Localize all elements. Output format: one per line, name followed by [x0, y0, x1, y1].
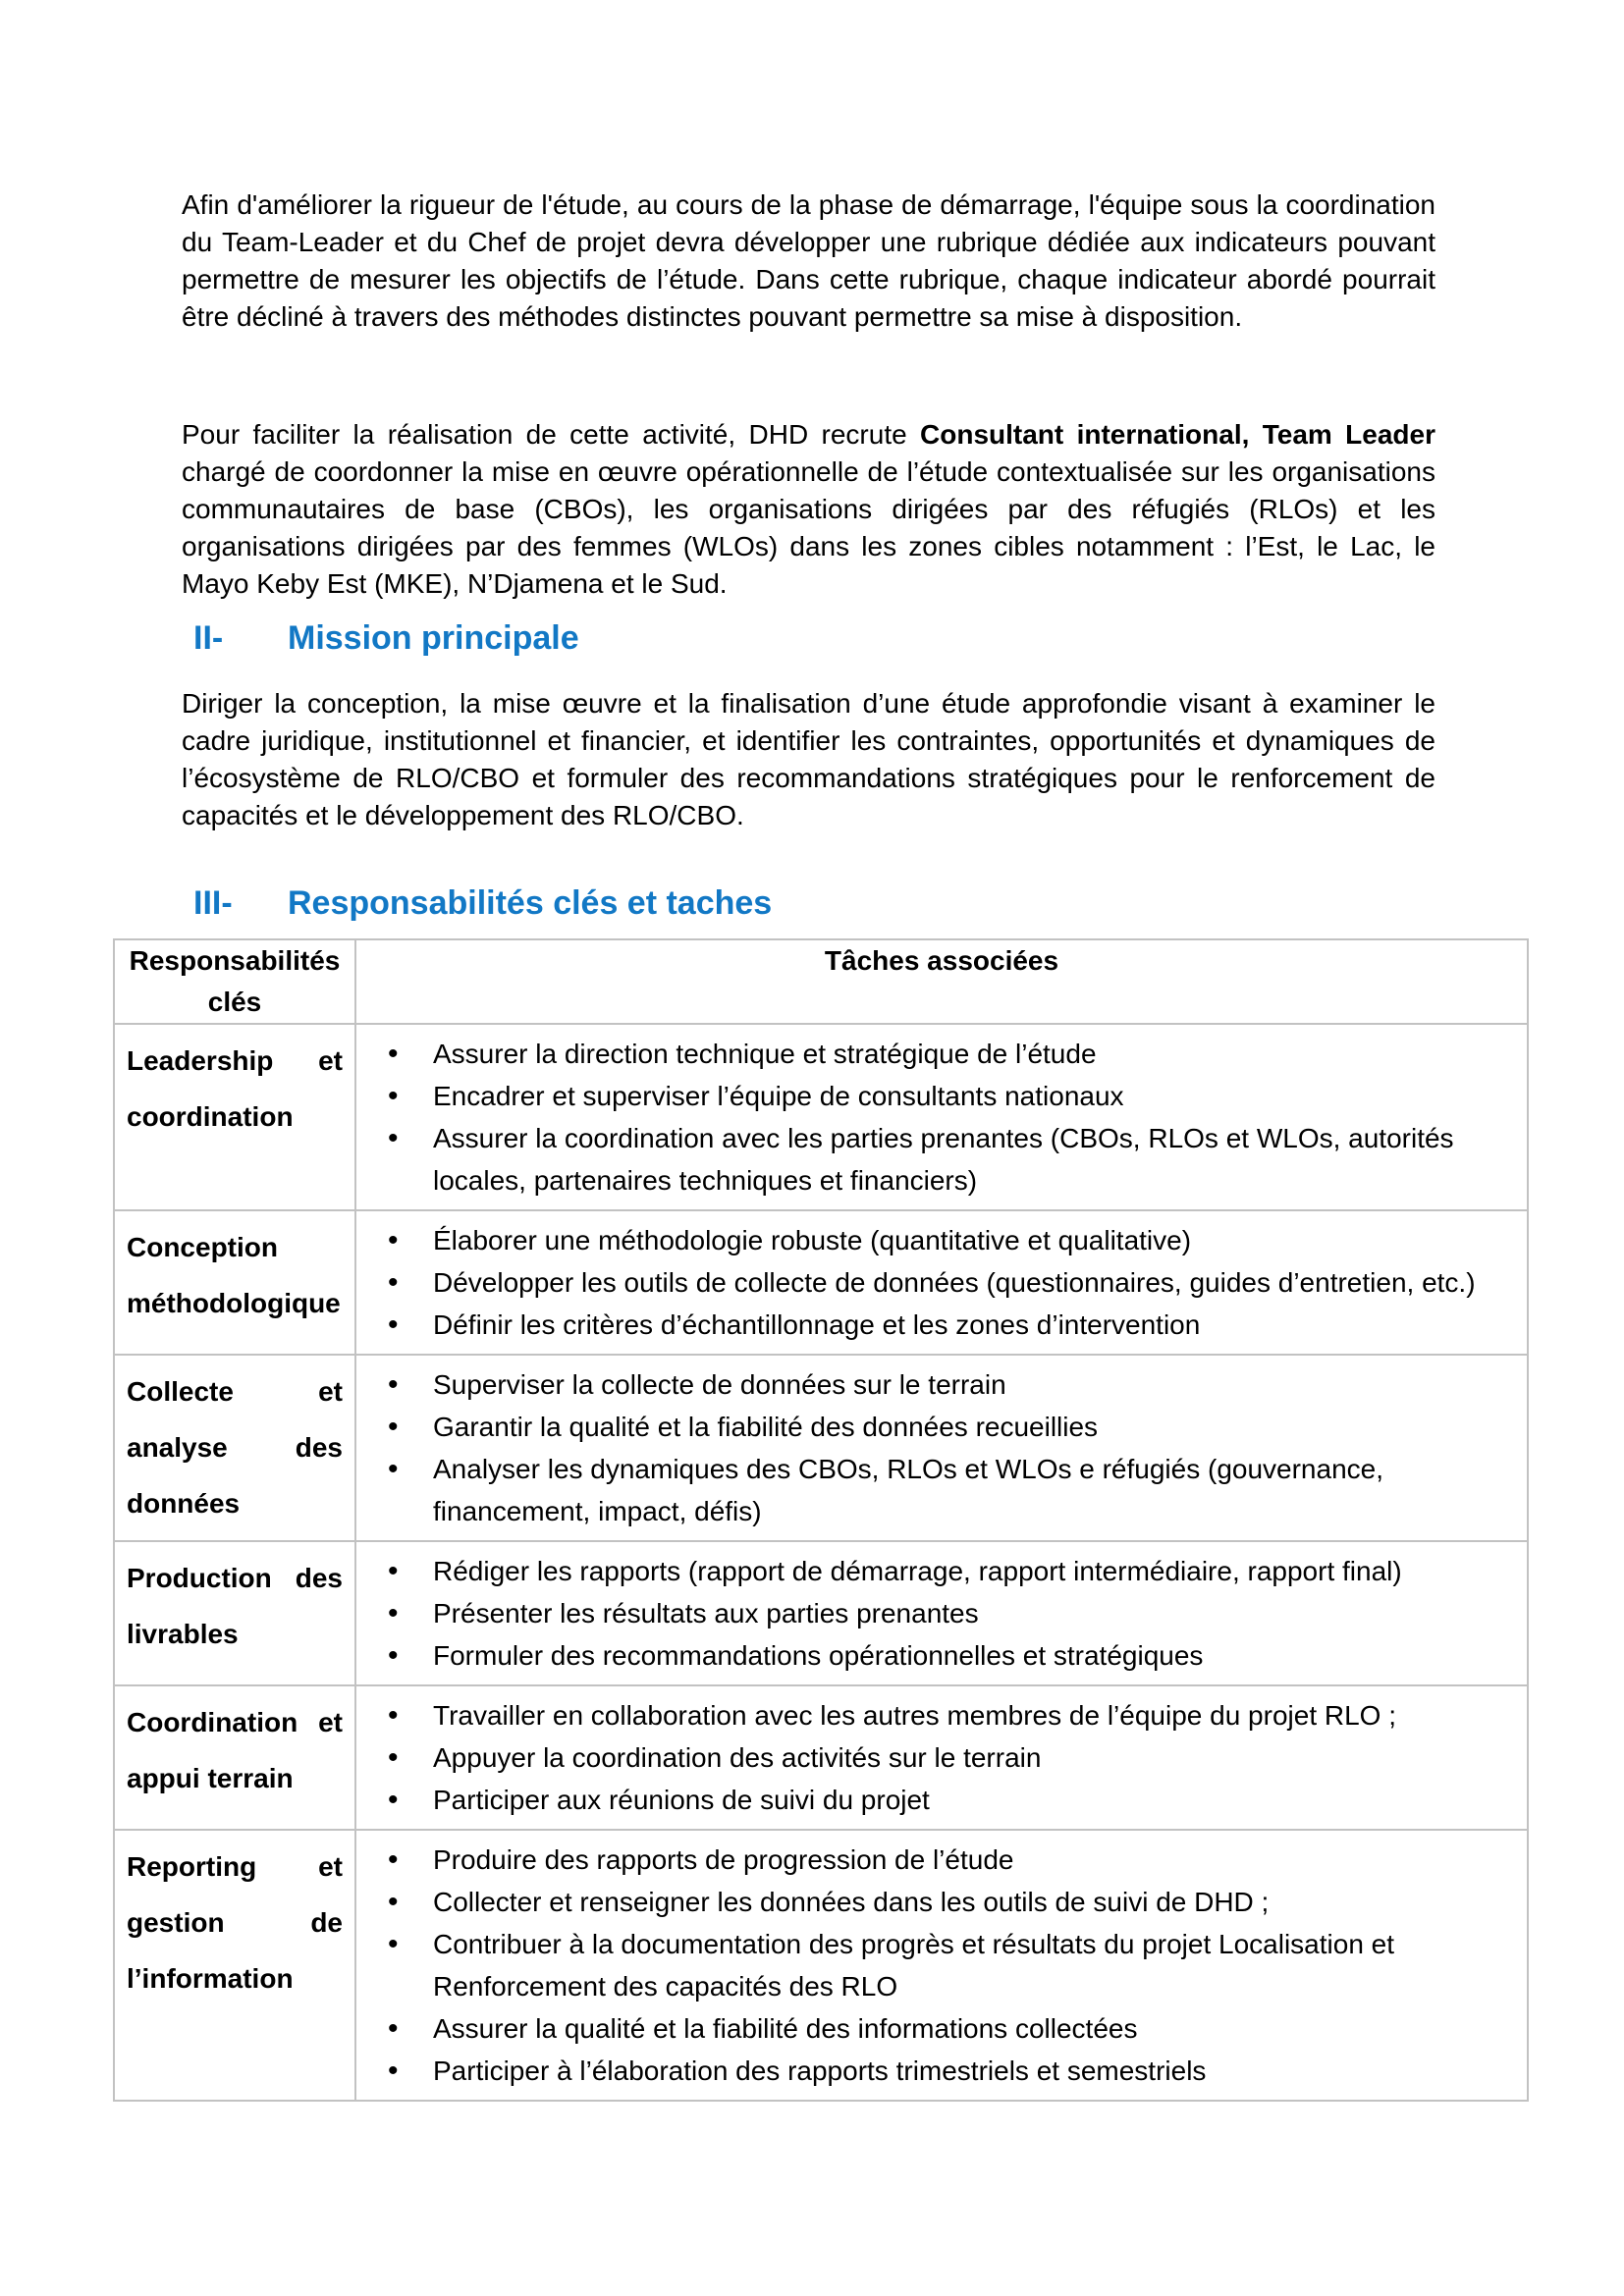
task-item: • Assurer la direction technique et stratégique de l’étude [356, 1033, 1511, 1075]
task-item: • Assurer la coordination avec les parties prenantes (CBOs, RLOs et WLOs, autorités locales, partenaires techniques et financiers) [356, 1117, 1511, 1201]
recruitment-paragraph-post: chargé de coordonner la mise en œuvre opérationnelle de l’étude contextualisée sur les organisations communautaires de base (CBOs), les organisations dirigées par des réfugiés (RLOs) et les organisations dirigées par des femmes (WLOs) dans les zones cibles notamment : l’Est, le Lac, le Mayo Keby Est (MKE), N’Djamena et le Sud. [182, 456, 1435, 599]
task-item: • Participer à l’élaboration des rapports trimestriels et semestriels [356, 2050, 1511, 2092]
task-item: • Rédiger les rapports (rapport de démarrage, rapport intermédiaire, rapport final) [356, 1550, 1511, 1592]
mission-paragraph: Diriger la conception, la mise œuvre et la finalisation d’une étude approfondie visant à examiner le cadre juridique, institutionnel et financier, et identifier les contraintes, opportunités et dynamiques de l’écosystème de RLO/CBO et formuler des recommandations stratégiques pour le renforcement de capacités et le développement des RLO/CBO. [182, 688, 1435, 830]
responsibility-label: Coordination et appui terrain [114, 1685, 355, 1830]
table-header-row [114, 939, 1528, 1024]
responsibility-label: Collecte et analyse des données [114, 1355, 355, 1541]
task-list [356, 1550, 1511, 1677]
task-item: • Définir les critères d’échantillonnage et les zones d’intervention [356, 1304, 1511, 1346]
responsibility-label: Production des livrables [114, 1541, 355, 1685]
responsibilities-table [113, 938, 1529, 2102]
section-number: II- [193, 619, 224, 657]
task-list [356, 1694, 1511, 1821]
column-header-responsibilities: Responsabilités clés [114, 939, 355, 1024]
task-item: • Collecter et renseigner les données dans les outils de suivi de DHD ; [356, 1881, 1511, 1923]
table-row [114, 1541, 1528, 1685]
table-row [114, 1024, 1528, 1210]
task-item: • Présenter les résultats aux parties prenantes [356, 1592, 1511, 1634]
task-item: • Garantir la qualité et la fiabilité des données recueillies [356, 1406, 1511, 1448]
task-item: • Assurer la qualité et la fiabilité des informations collectées [356, 2007, 1511, 2050]
intro-paragraph: Afin d'améliorer la rigueur de l'étude, au cours de la phase de démarrage, l'équipe sous la coordination du Team-Leader et du Chef de projet devra développer une rubrique dédiée aux indicateurs pouvant permettre de mesurer les objectifs de l’étude. Dans cette rubrique, chaque indicateur abordé pourrait être décliné à travers des méthodes distinctes pouvant permettre sa mise à disposition. [182, 189, 1435, 332]
table-row [114, 1685, 1528, 1830]
section-number: III- [193, 884, 233, 922]
section-heading-mission [193, 616, 1527, 660]
responsibility-label: Leadership et coordination [114, 1024, 355, 1210]
task-item: • Développer les outils de collecte de données (questionnaires, guides d’entretien, etc.) [356, 1261, 1511, 1304]
task-list [356, 1839, 1511, 2092]
responsibility-label: Reporting et gestion de l’information [114, 1830, 355, 2101]
section-title: Mission principale [288, 619, 579, 657]
task-item: • Encadrer et superviser l’équipe de consultants nationaux [356, 1075, 1511, 1117]
recruitment-paragraph-pre: Pour faciliter la réalisation de cette activité, DHD recrute [182, 419, 921, 450]
recruitment-paragraph [182, 416, 1435, 603]
task-item: • Superviser la collecte de données sur le terrain [356, 1363, 1511, 1406]
task-item: • Travailler en collaboration avec les autres membres de l’équipe du projet RLO ; [356, 1694, 1511, 1736]
table-row [114, 1355, 1528, 1541]
responsibility-label: Conception méthodologique [114, 1210, 355, 1355]
document-content [113, 187, 1527, 2102]
recruitment-paragraph-bold: Consultant international, Team Leader [920, 419, 1435, 450]
task-item: • Participer aux réunions de suivi du projet [356, 1779, 1511, 1821]
task-item: • Produire des rapports de progression de l’étude [356, 1839, 1511, 1881]
task-list [356, 1363, 1511, 1532]
column-header-tasks: Tâches associées [355, 939, 1528, 1024]
task-item: • Appuyer la coordination des activités sur le terrain [356, 1736, 1511, 1779]
task-list [356, 1219, 1511, 1346]
section-heading-responsibilities [193, 881, 1527, 925]
task-item: • Formuler des recommandations opérationnelles et stratégiques [356, 1634, 1511, 1677]
table-row [114, 1830, 1528, 2101]
task-item: • Contribuer à la documentation des progrès et résultats du projet Localisation et Renforcement des capacités des RLO [356, 1923, 1511, 2007]
table-row [114, 1210, 1528, 1355]
task-item: • Analyser les dynamiques des CBOs, RLOs et WLOs e réfugiés (gouvernance, financement, impact, défis) [356, 1448, 1511, 1532]
task-item: • Élaborer une méthodologie robuste (quantitative et qualitative) [356, 1219, 1511, 1261]
section-title: Responsabilités clés et taches [288, 884, 773, 922]
task-list [356, 1033, 1511, 1201]
